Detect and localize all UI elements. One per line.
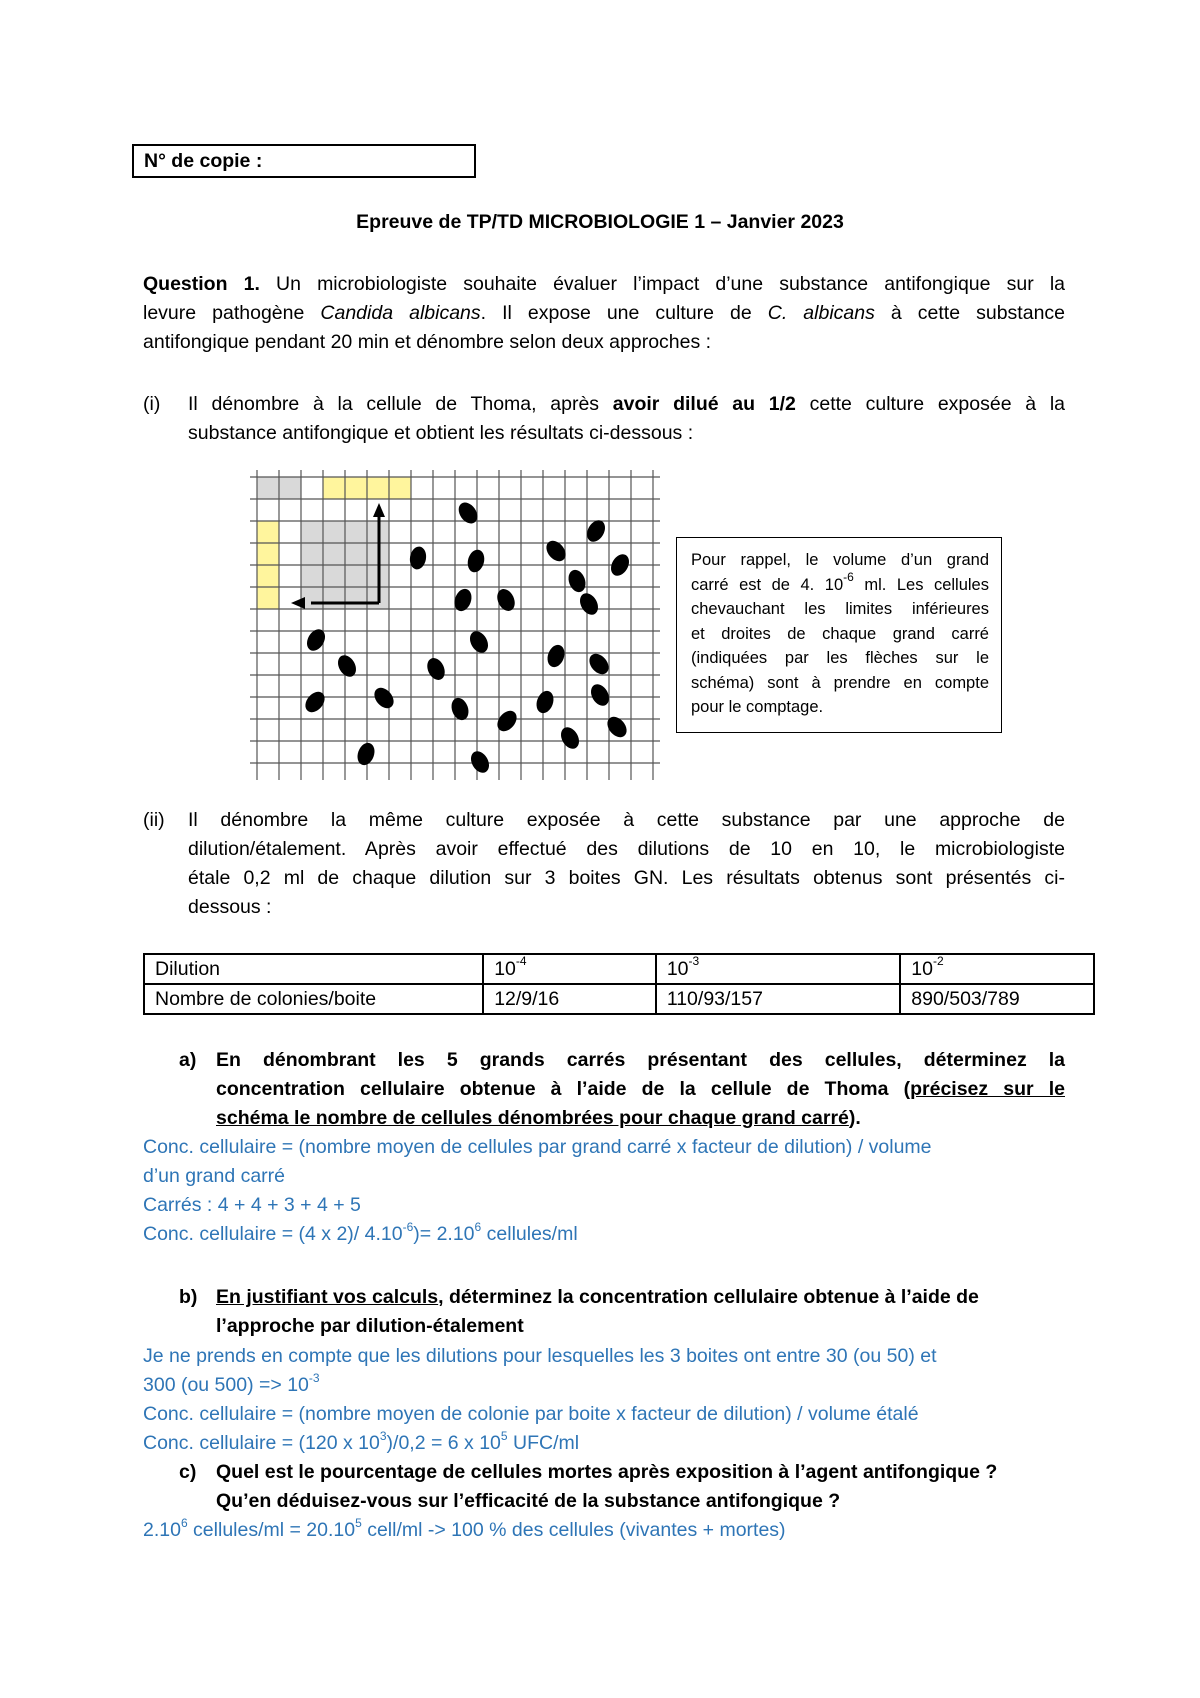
part-i-marker: (i)	[143, 393, 161, 415]
question-a-line3: schéma le nombre de cellules dénombrées pour chaque grand carré).	[216, 1107, 861, 1129]
table-cell-colonies-label: Nombre de colonies/boite	[144, 984, 483, 1014]
table-row	[144, 954, 1094, 984]
yeast-cell	[557, 724, 582, 752]
question-b-text	[216, 1283, 1086, 1341]
part-ii-line1: Il dénombre la même culture exposée à cette substance par une approche de	[188, 809, 1065, 831]
yeast-cell	[534, 688, 557, 715]
table-cell: $10^{-2}$	[900, 954, 1094, 984]
copy-number-label: N° de copie :	[144, 150, 263, 172]
answer-a-line1: Conc. cellulaire = (nombre moyen de cellules par grand carré x facteur de dilution) / volume	[143, 1136, 932, 1158]
yeast-cell	[494, 586, 518, 614]
reminder-line5: (indiquées par les flèches sur le	[691, 649, 989, 667]
question-b-marker: b)	[179, 1286, 198, 1308]
page-title: Epreuve de TP/TD MICROBIOLOGIE 1 – Janvier 2023	[356, 211, 844, 233]
table-cell: $10^{-3}$	[656, 954, 900, 984]
question-a-text	[216, 1046, 1065, 1133]
answer-a-line4: Conc. cellulaire = (4 x 2)/ $4.10^{-6})= 2.10^6$ cellules/ml	[143, 1219, 578, 1245]
arrow-left-head-icon	[291, 597, 305, 609]
answer-a-line2: d’un grand carré	[143, 1165, 286, 1187]
table-cell-dilution-label: Dilution	[144, 954, 483, 984]
part-ii-text	[188, 806, 1065, 922]
question1-line1: Question 1. Un microbiologiste souhaite évaluer l’impact d’une substance antifongique sur la	[143, 273, 1065, 295]
reminder-line7: pour le comptage.	[691, 698, 824, 716]
question1-intro	[143, 270, 1065, 357]
yeast-cell	[493, 707, 520, 735]
part-ii-line2: dilution/étalement. Après avoir effectué des dilutions de 10 en 10, le microbiologiste	[188, 838, 1065, 860]
yeast-cell	[467, 748, 492, 776]
part-ii-line3: étale 0,2 ml de chaque dilution sur 3 boites GN. Les résultats obtenus sont présentés ci-	[188, 867, 1065, 889]
question1-label: Question 1.	[143, 273, 260, 295]
reminder-line4: et droites de chaque grand carré	[691, 624, 989, 643]
yeast-cell	[466, 628, 491, 656]
yeast-cell	[603, 713, 630, 741]
answer-b	[143, 1342, 1093, 1458]
yeast-cell	[334, 652, 359, 680]
table-cell: 12/9/16	[483, 984, 656, 1014]
yeast-cell	[303, 626, 328, 654]
part-i-text	[188, 390, 1065, 448]
yeast-cell	[301, 688, 328, 716]
part-ii-marker: (ii)	[143, 809, 165, 831]
thoma-cell-diagram	[250, 470, 660, 780]
question-c-line1: Quel est le pourcentage de cellules mortes après exposition à l’agent antifongique ?	[216, 1461, 998, 1483]
yeast-cell	[370, 684, 397, 712]
table-cell: $10^{-4}$	[483, 954, 656, 984]
answer-c-line1: 2.10$^6$ cellules/ml = $20.10^5$ cell/ml -> 100 % des cellules (vivantes + mortes)	[143, 1515, 786, 1541]
question-c-line2: Qu’en déduisez-vous sur l’efficacité de la substance antifongique ?	[216, 1490, 841, 1512]
yeast-cell	[566, 567, 589, 594]
question-a-line1: En dénombrant les 5 grands carrés présentant des cellules, déterminez la	[216, 1049, 1065, 1071]
part-ii-line4: dessous :	[188, 896, 272, 918]
question-a-marker: a)	[179, 1049, 197, 1071]
question-b-line1: En justifiant vos calculs, déterminez la concentration cellulaire obtenue à l’aide de	[216, 1286, 979, 1308]
table-cell: 110/93/157	[656, 984, 900, 1014]
yeast-cell	[576, 590, 601, 618]
question-c-marker: c)	[179, 1461, 197, 1483]
answer-b-line2: 300 (ou $500) => 10^{-3}$	[143, 1370, 320, 1396]
answer-c	[143, 1516, 1083, 1545]
answer-b-line3: Conc. cellulaire = (nombre moyen de colonie par boite x facteur de dilution) / volume étalé	[143, 1403, 919, 1425]
part-i-line1: Il dénombre à la cellule de Thoma, après avoir dilué au 1/2 cette culture exposée à la	[188, 393, 1065, 415]
yeast-cell	[545, 642, 568, 669]
reminder-line2: carré est de 4. $10^{-6}$ ml. Les cellules	[691, 570, 989, 594]
answer-b-line1: Je ne prends en compte que les dilutions pour lesquelles les 3 boites ont entre 30 (ou 50) et	[143, 1345, 937, 1367]
answer-a-line3: Carrés : 4 + 4 + 3 + 4 + 5	[143, 1194, 361, 1216]
reminder-line1: Pour rappel, le volume d’un grand	[691, 551, 989, 569]
yeast-cell	[424, 655, 448, 683]
reminder-line6: schéma) sont à prendre en compte	[691, 673, 989, 692]
table-row	[144, 984, 1094, 1014]
copy-number-field[interactable]	[132, 144, 476, 178]
results-table	[143, 953, 1095, 1015]
table-cell: 890/503/789	[900, 984, 1094, 1014]
yeast-cell	[465, 548, 486, 574]
arrow-up-head-icon	[373, 503, 385, 517]
reminder-box	[676, 537, 1002, 733]
part-i-line2: substance antifongique et obtient les résultats ci-dessous :	[188, 422, 694, 444]
question1-line3: antifongique pendant 20 min et dénombre selon deux approches :	[143, 331, 712, 353]
question1-line2: levure pathogène Candida albicans. Il expose une culture de C. albicans à cette substance	[143, 302, 1066, 324]
question-c-text	[216, 1458, 1086, 1516]
question-a-line2: concentration cellulaire obtenue à l’aide de la cellule de Thoma (précisez sur le	[216, 1078, 1065, 1100]
answer-a	[143, 1133, 1083, 1249]
question-b-line2: l’approche par dilution-étalement	[216, 1315, 524, 1337]
reminder-line3: chevauchant les limites inférieures	[691, 600, 989, 618]
answer-b-line4: Conc. cellulaire = (120 x $10^3)/0,2 = 6$ x $10^5$ UFC/ml	[143, 1428, 580, 1454]
